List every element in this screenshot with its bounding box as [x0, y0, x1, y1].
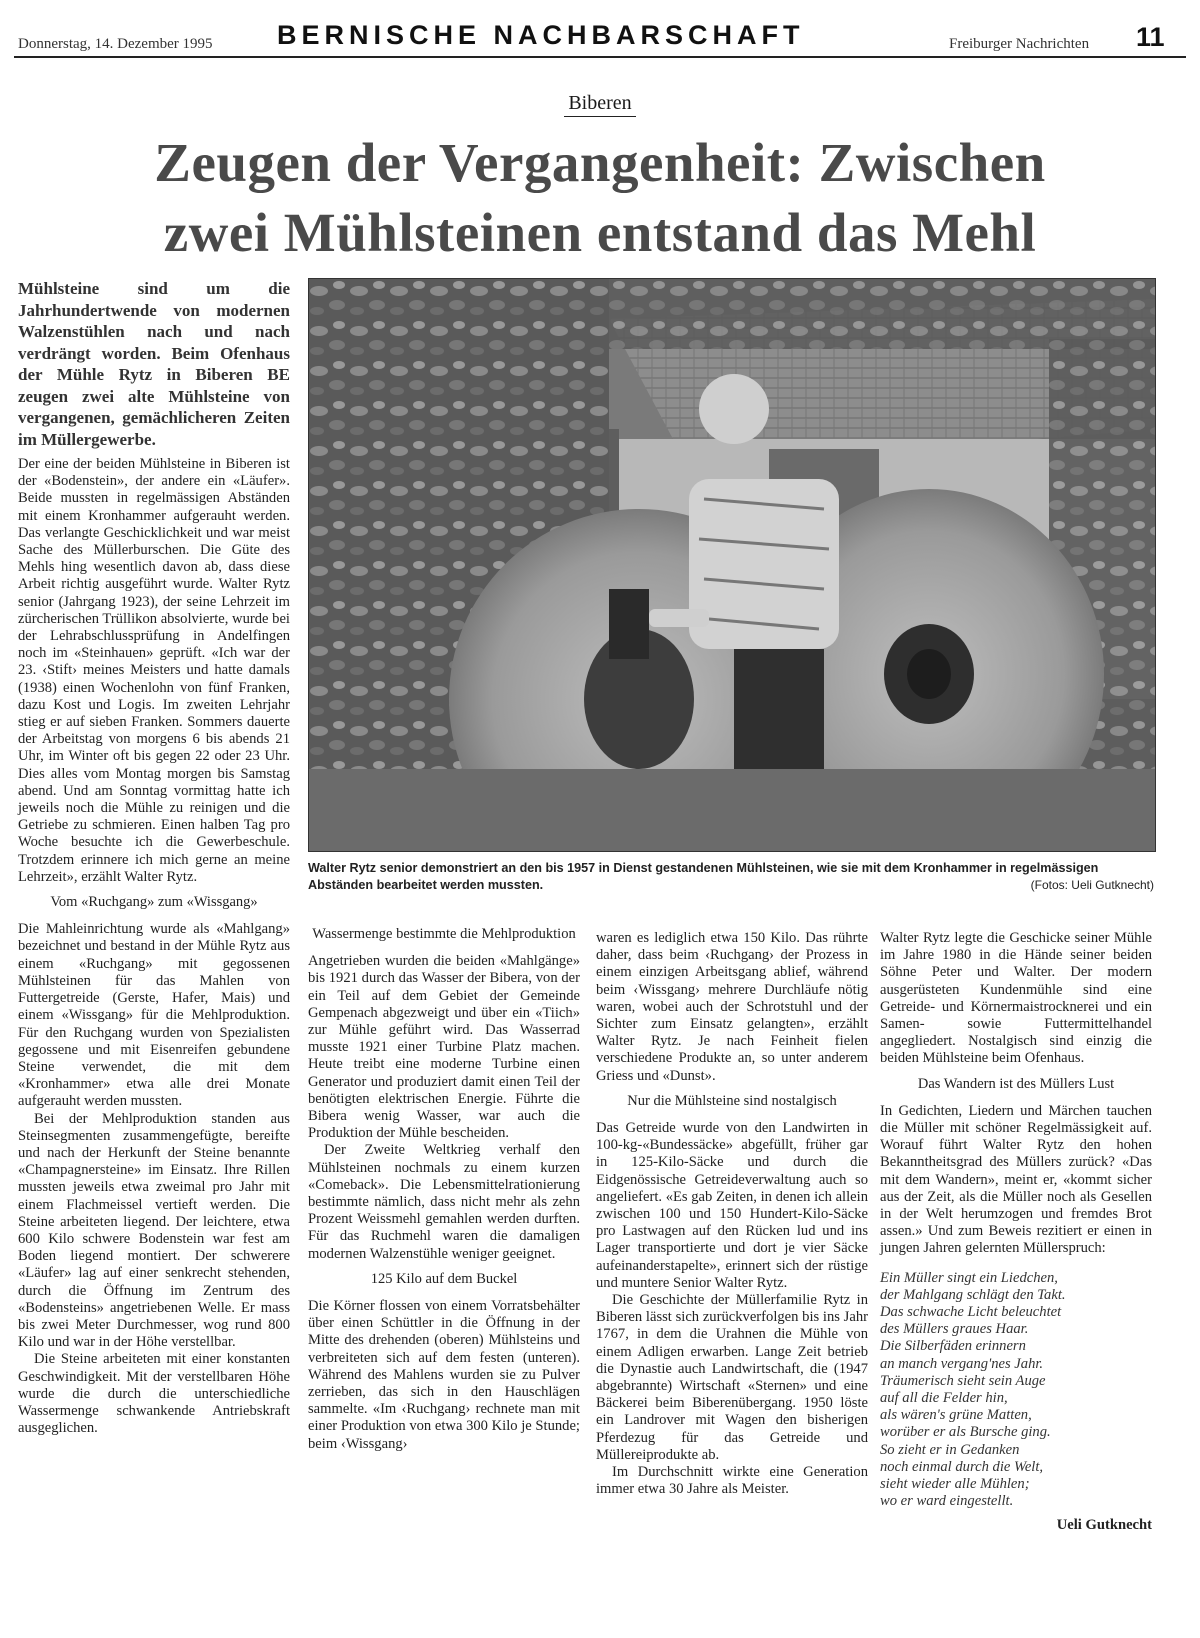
poem-line: So zieht er in Gedanken [880, 1441, 1020, 1458]
paragraph: Walter Rytz legte die Geschicke seiner Mühle im Jahre 1980 in die Hände seiner beiden Söhne Peter und Walter. Der modern ausgerüsteten Kundenmühle sind eine Getreide- und Körnermaistrocknerei und ein Samen- sowie Futtermittelhandel angegliedert. Nostalgisch sind einzig die beiden Mühlsteine beim Ofenhaus. [880, 930, 1152, 1067]
section-title: BERNISCHE NACHBARSCHAFT [277, 20, 805, 50]
poem-line: worüber er als Bursche ging. [880, 1424, 1051, 1441]
paragraph: waren es lediglich etwa 150 Kilo. Das rührte daher, dass beim ‹Ruchgang› der Prozess in einem einzigen Arbeitsgang ablief, während beim ‹Wissgang› mehrere Durchläufe nötig waren, wobei auch der Schrotstuhl und der Sichter zum Einsatz gelangten», erzählt Walter Rytz. Je nach Feinheit fielen verschiedene Produkte an, so unter anderem Griess und «Dunst». [596, 930, 868, 1084]
paragraph: Die Körner flossen von einem Vorratsbehälter über einen Schüttler in die Öffnung in der Mitte des drehenden (oberen) Mühlsteins und verbreiteten sich auf dem festen (unteren). Während des Mahlens wurden sie zu Pulver zerrieben, das sich in den Hauschlägen sammelte. «Im ‹Ruchgang› rechnete man mit einer Produktion von etwa 300 Kilo je Stunde; beim ‹Wissgang› [308, 1298, 580, 1452]
paragraph: Der eine der beiden Mühlsteine in Biberen ist der «Bodenstein», der andere ein «Läufer». Beide mussten in regelmässigen Abständen mit einem Kronhammer aufgerauht werden. Das verlangte Geschicklichkeit und war meist Sache des Müllerburschen. Die Güte des Mehls hing wesentlich davon ab, dass diese Arbeit richtig ausgeführt wurde. Walter Rytz senior (Jahrgang 1923), der seine Lehrzeit im zürcherischen Trüllikon absolvierte, wurde bei der Lehrabschlussprüfung in Andelfingen noch im «Steinhauen» geprüft. «Ich war der 23. ‹Stift› meines Meisters und hatte damals (1938) einen Wochenlohn von fünf Franken, dazu Kost und Logis. Im zweiten Lehrjahr stieg er auf sieben Franken. Sommers dauerte der Arbeitstag von morgens 6 bis abends 21 Uhr, im Winter oft bis gegen 22 oder 23 Uhr. Dies alles vom Montag morgen bis Samstag abend. Und am Sonntag vormittag hatte ich jeweils noch die Mühle zu reinigen und die Getriebe zu schmieren. Einen halben Tag pro Woche besuchte ich die Gewerbeschule. Trotzdem erinnere ich mich gerne an meine Lehrzeit», erzählt Walter Rytz. [18, 456, 290, 885]
paragraph: Angetrieben wurden die beiden «Mahlgänge» bis 1921 durch das Wasser der Bibera, von der ein Teil auf dem Gebiet der Gemeinde Gempenach abgezweigt und über ein «Tiich» zur Mühle geführt wird. Das Wasserrad musste 1921 einer Turbine Platz machen. Heute treibt eine moderne Turbine einen Generator und produziert damit einen Teil der benötigten elektrischen Energie. Führte die Bibera wenig Wasser, war auch die Produktion der Mühle bescheiden. [308, 953, 580, 1142]
paragraph: Die Steine arbeiteten mit einer konstanten Geschwindigkeit. Mit der verstellbaren Höhe wurde die durch die unterschiedliche Wassermenge schwankende Antriebskraft ausgeglichen. [18, 1351, 290, 1437]
author-byline: Ueli Gutknecht [1056, 1516, 1152, 1533]
article-column-3 [596, 930, 868, 1499]
subheading: Vom «Ruchgang» zum «Wissgang» [50, 894, 258, 911]
paragraph: Das Getreide wurde von den Landwirten in 100-kg-«Bundessäcke» abgefüllt, früher gar in 125-Kilo-Säcke und durch die Eidgenössische Getreideverwaltung auch so angeliefert. «Es gab Zeiten, in denen ich allein zwischen 100 und 150 Hundert-Kilo-Säcke pro Lastwagen auf den Rücken lud und ins Lager transportierte und dort je vier Säcke aufeinanderstapelte», erinnert sich der rüstige und muntere Senior Walter Rytz. [596, 1120, 868, 1291]
headline [40, 128, 1160, 268]
poem-line: an manch vergang'nes Jahr. [880, 1355, 1044, 1372]
headline-line-1: Zeugen der Vergangenheit: Zwischen [154, 132, 1046, 193]
subheading: Wassermenge bestimmte die Mehlproduktion [312, 926, 576, 942]
issue-date: Donnerstag, 14. Dezember 1995 [18, 36, 213, 52]
article-column-4 [880, 930, 1152, 1534]
masthead [14, 18, 1186, 58]
article-photo [308, 278, 1156, 852]
poem-line: Ein Müller singt ein Liedchen, [880, 1269, 1058, 1286]
lead-paragraph: Mühlsteine sind um die Jahrhundertwende von modernen Walzenstühlen nach und nach verdrängt worden. Beim Ofenhaus der Mühle Rytz in Biberen BE zeugen zwei alte Mühlsteine von vergangenen, gemächlicheren Zeiten im Müllergewerbe. [18, 279, 290, 449]
photo-millstones-image [309, 279, 1155, 851]
caption-text: Walter Rytz senior demonstriert an den bis 1957 in Dienst gestandenen Mühlsteinen, wie sie mit dem Kronhammer in regelmässigen Abständen bearbeitet werden mussten. [308, 861, 1099, 892]
poem-line: als wären's grüne Matten, [880, 1407, 1032, 1424]
paragraph: Die Geschichte der Müllerfamilie Rytz in Biberen lässt sich zurückverfolgen bis ins Jahr 1767, in dem die Urahnen die Mühle von einem Adligen erwarben. Lange Zeit betrieb die Dynastie auch Landwirtschaft, die (1947 abgebrannte) Wirtschaft «Sternen» und eine Bäckerei beim Biberenübergang. 1950 löste ein Landrover mit Wagen den bisherigen Pferdezug für das Getreide und Müllereiprodukte ab. [596, 1292, 868, 1463]
article-column-2 [308, 918, 580, 1453]
paragraph: Die Mahleinrichtung wurde als «Mahlgang» bezeichnet und bestand in der Mühle Rytz aus einem «Ruchgang» mit gegossenen Mühlsteinen für das Mahlen von Futtergetreide (Gerste, Hafer, Mais) und einem «Wissgang» für die Mehlproduktion. Für den Ruchgang wurden von Spezialisten gegossene und mit Eisenreifen gebundene Steine verwendet, die mit dem «Kronhammer» etwa alle drei Monate aufgerauht werden mussten. [18, 921, 290, 1110]
photo-credit: (Fotos: Ueli Gutknecht) [1030, 878, 1154, 892]
newspaper-name: Freiburger Nachrichten [949, 36, 1090, 52]
subheading: Das Wandern ist des Müllers Lust [917, 1075, 1115, 1092]
poem-line: Träumerisch sieht sein Auge [880, 1372, 1046, 1389]
paragraph: Bei der Mehlproduktion standen aus Steinsegmenten zusammengefügte, bereifte und nach der Herkunft der Steine benannte «Champagnersteine» im Einsatz. Ihre Rillen mussten jeweils etwa zweimal pro Jahr mit einem Flachmeissel vertieft werden. Die Steine arbeiteten liegend. Der leichtere, etwa 600 Kilo schwere Bodenstein war fest am Boden liegend montiert. Der schwerere «Läufer» lag auf einer senkrecht stehenden, durch die Öffnung im Zentrum des «Bodensteins» angetriebenen Welle. Er mass bis zwei Meter Durchmesser, wog rund 800 Kilo und war in der Höhe verstellbar. [18, 1110, 290, 1351]
article-column-1 [18, 456, 290, 1437]
subheading: Nur die Mühlsteine sind nostalgisch [627, 1092, 837, 1109]
kicker-text: Biberen [564, 92, 635, 117]
paragraph: Der Zweite Weltkrieg verhalf den Mühlsteinen nochmals zu einem kurzen «Comeback». Die Lebensmittelrationierung bestimmte nämlich, dass nicht mehr als zehn Prozent Weissmehl gemahlen werden durften. Für das Ruchmehl waren die damaligen modernen Walzenstühle weniger geeignet. [308, 1142, 580, 1262]
poem-line: Die Silberfäden erinnern [880, 1338, 1026, 1355]
photo-caption [308, 860, 1154, 894]
page-number: 11 [1136, 22, 1165, 52]
subheading: 125 Kilo auf dem Buckel [370, 1270, 518, 1287]
paragraph: Im Durchschnitt wirkte eine Generation immer etwa 30 Jahre als Meister. [596, 1464, 868, 1498]
poem-line: Das schwache Licht beleuchtet [880, 1304, 1062, 1321]
poem-line: auf all die Felder hin, [880, 1390, 1008, 1407]
kicker [0, 92, 1200, 115]
masthead-rule [14, 56, 1186, 58]
poem-line: sieht wieder alle Mühlen; [880, 1476, 1030, 1493]
poem-line: der Mahlgang schlägt den Takt. [880, 1286, 1066, 1303]
poem-line: noch einmal durch die Welt, [880, 1458, 1044, 1475]
poem-line: des Müllers graues Haar. [880, 1321, 1029, 1338]
poem [880, 1270, 1152, 1511]
headline-line-2: zwei Mühlsteinen entstand das Mehl [163, 202, 1037, 263]
poem-line: wo er ward eingestellt. [880, 1493, 1014, 1510]
paragraph: In Gedichten, Liedern und Märchen tauchen die Müller mit schöner Regelmässigkeit auf. Worauf führt Walter Rytz den hohen Bekanntheitsgrad des Müllers zurück? «Das mit dem Wandern», meint er, «kommt sicher aus der Zeit, als die Müller noch als Gesellen in der Welt herumzogen und fremdes Brot assen.» Und zum Beweis rezitiert er einen in jungen Jahren gelernten Müllerspruch: [880, 1102, 1152, 1257]
